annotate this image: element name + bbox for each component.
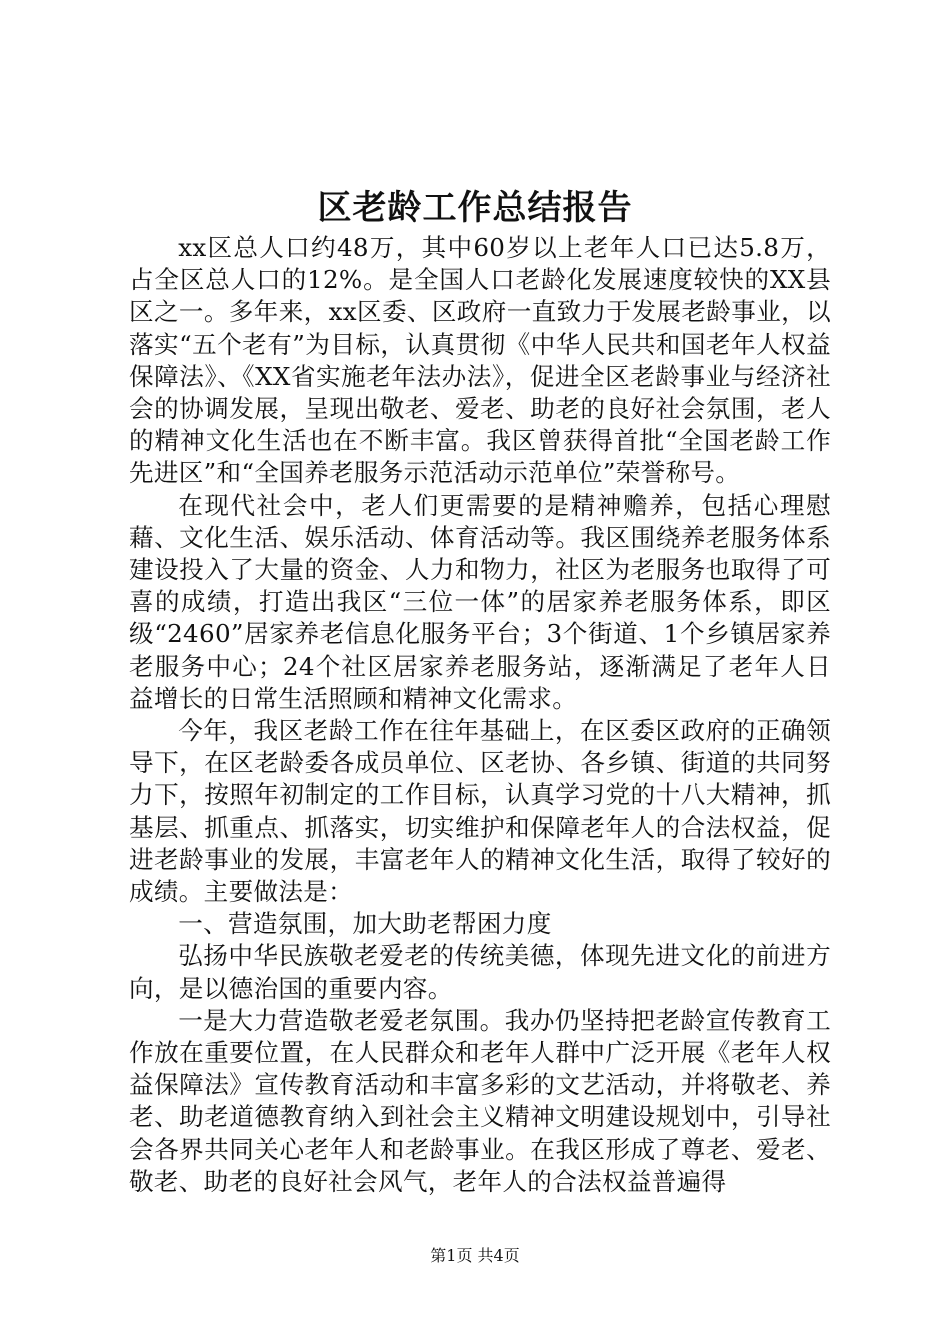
section-heading-1: 一、营造氛围，加大助老帮困力度 bbox=[178, 909, 552, 939]
paragraph-tradition: 弘扬中华民族敬老爱老的传统美德，体现先进文化的前进方向，是以德治国的重要内容。 bbox=[129, 941, 831, 1003]
paragraph-intro: xx区总人口约48万，其中60岁以上老年人口已达5.8万，占全区总人口的12%。是全国人口老龄化发展速度较快的XX县区之一。多年来，xx区委、区政府一直致力于发展老龄事业，以落实“五个老有”为目标，认真贯彻《中华人民共和国老年人权益保障法》、《XX省实施老年法办法》，促进全区老龄事业与经济社会的协调发展，呈现出敬老、爱老、助老的良好社会氛围，老人的精神文化生活也在不断丰富。我区曾获得首批“全国老龄工作先进区”和“全国养老服务示范活动示范单位”荣誉称号。 bbox=[129, 233, 831, 488]
page-number-footer: 第1页 共4页 bbox=[430, 1246, 520, 1265]
paragraph-this-year: 今年，我区老龄工作在往年基础上，在区委区政府的正确领导下，在区老龄委各成员单位、区老协、各乡镇、街道的共同努力下，按照年初制定的工作目标，认真学习党的十八大精神，抓基层、抓重点、抓落实，切实维护和保障老年人的合法权益，促进老龄事业的发展，丰富老年人的精神文化生活，取得了较好的成绩。主要做法是： bbox=[129, 716, 831, 907]
document-title: 区老龄工作总结报告 bbox=[317, 188, 633, 228]
paragraph-spiritual-support: 在现代社会中，老人们更需要的是精神赡养，包括心理慰藉、文化生活、娱乐活动、体育活动等。我区围绕养老服务体系建设投入了大量的资金、人力和物力，社区为老服务也取得了可喜的成绩，打造出我区“三位一体”的居家养老服务体系，即区级“2460”居家养老信息化服务平台；3个街道、1个乡镇居家养老服务中心；24个社区居家养老服务站，逐渐满足了老年人日益增长的日常生活照顾和精神文化需求。 bbox=[129, 490, 831, 713]
document-body bbox=[129, 232, 831, 1198]
paragraph-atmosphere: 一是大力营造敬老爱老氛围。我办仍坚持把老龄宣传教育工作放在重要位置，在人民群众和老年人群中广泛开展《老年人权益保障法》宣传教育活动和丰富多彩的文艺活动，并将敬老、养老、助老道德教育纳入到社会主义精神文明建设规划中，引导社会各界共同关心老年人和老龄事业。在我区形成了尊老、爱老、敬老、助老的良好社会风气，老年人的合法权益普遍得 bbox=[129, 1005, 831, 1196]
